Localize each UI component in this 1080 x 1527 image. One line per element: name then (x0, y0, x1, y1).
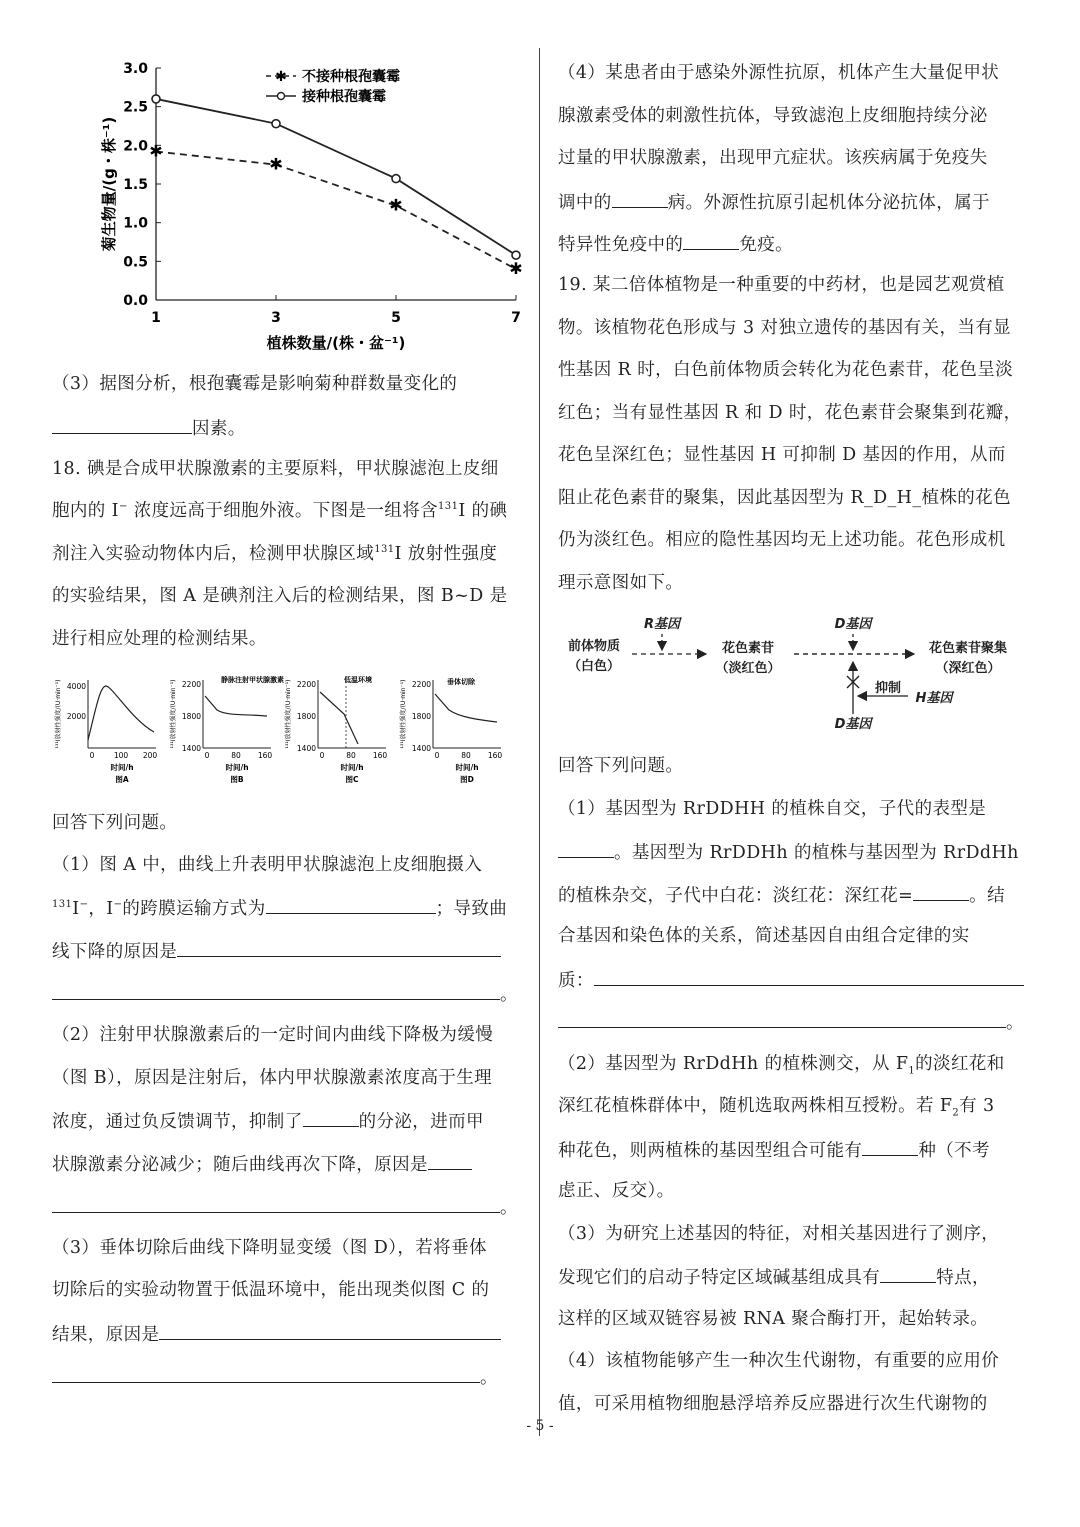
q18-3-line2: 切除后的实验动物置于低温环境中，能出现类似图 C 的 (52, 1280, 490, 1300)
legend-label: 接种根孢囊霉 (302, 89, 386, 105)
y-axis-label: ¹³¹I放射性强度/(U·min⁻¹) (400, 679, 407, 749)
aggregate-color-label: （深红色） (935, 661, 1001, 676)
data-point (152, 95, 160, 103)
x-tick-label: 100 (113, 751, 129, 760)
y-tick-label: 3.0 (123, 61, 148, 77)
q19-1-line2: 。基因型为 RrDDHh 的植株与基因型为 RrDdHh (558, 839, 1019, 865)
series-line-2 (156, 99, 516, 255)
q19-3-line2: 发现它们的启动子特定区域碱基组成具有 特点， (558, 1264, 990, 1290)
y-tick-label: 2000 (66, 712, 86, 721)
series-line-1 (156, 152, 516, 270)
data-point (272, 120, 280, 128)
r-gene-label: R基因 (643, 617, 681, 632)
y-tick-label: 0.5 (123, 254, 148, 271)
chart-title: 图A (115, 775, 129, 784)
y-tick-label: 1400 (181, 744, 201, 753)
y-tick-label: 1800 (296, 712, 316, 721)
y-axis-label: ¹³¹I放射性强度/(U·min⁻¹) (55, 679, 62, 749)
x-axis-label: 时间/h (225, 763, 249, 772)
small-chart-3 (284, 675, 387, 784)
q19-3-line1: （3）为研究上述基因的特征，对相关基因进行了测序， (558, 1224, 1000, 1244)
y-axis-label: ¹³¹I放射性强度/(U·min⁻¹) (285, 679, 292, 749)
q18-2-line5: 。 (52, 1194, 518, 1220)
chart-annotation: 垂体切除 (447, 678, 475, 686)
q19-1-line3: 的植株杂交，子代中白花：淡红花：深红花= 。结 (558, 882, 1005, 908)
answer-blank[interactable] (558, 839, 614, 858)
y-tick-label: 2200 (296, 680, 316, 689)
q17-3-line2: 因素。 (52, 415, 246, 441)
small-chart-1 (54, 680, 157, 784)
h-gene-label: H基因 (915, 691, 953, 706)
q19-stem-line5: 花色呈深红色；显性基因 H 可抑制 D 基因的作用，从而 (558, 445, 1006, 465)
answer-blank[interactable] (862, 1137, 918, 1156)
radioactivity-curve (320, 692, 358, 744)
small-chart-2 (169, 675, 284, 784)
q18-3-line3: 结果，原因是 (52, 1321, 501, 1347)
x-tick-label: 5 (391, 310, 401, 326)
answer-blank[interactable] (177, 938, 501, 957)
column-divider (539, 48, 540, 1436)
x-tick-label: 7 (511, 310, 521, 326)
answer-blank[interactable] (52, 1364, 480, 1383)
q18-1-line4: 。 (52, 981, 518, 1007)
q19-2-line2: 深红花植株群体中，随机选取两株相互授粉。若 $F_2$有 3 (558, 1096, 995, 1119)
data-point (392, 175, 400, 183)
q18-3-line4: 。 (52, 1364, 498, 1390)
y-tick-label: 1800 (181, 712, 201, 721)
x-tick-label: 3 (271, 310, 281, 326)
y-tick-label: 2.5 (123, 99, 148, 116)
answer-blank[interactable] (52, 981, 500, 1000)
x-axis-label: 时间/h (455, 763, 479, 772)
chart-annotation: 低温环境 (344, 676, 372, 684)
q18-stem-line5: 进行相应处理的检测结果。 (52, 629, 267, 649)
aggregate-label: 花色素苷聚集 (928, 641, 1008, 656)
x-tick-label: 160 (487, 751, 503, 760)
data-point: ✱ (509, 259, 523, 279)
q19-stem-line3: 性基因 R 时，白色前体物质会转化为花色素苷，花色呈淡 (558, 360, 1014, 380)
d-gene-top-label: D基因 (834, 617, 872, 632)
data-point: ✱ (269, 154, 283, 174)
x-tick-label: 0 (204, 751, 210, 760)
y-tick-label: 2200 (411, 680, 431, 689)
x-tick-label: 0 (89, 751, 95, 760)
answer-blank[interactable] (913, 882, 969, 901)
x-tick-label: 80 (346, 751, 356, 760)
answer-blank[interactable] (683, 231, 739, 250)
flower-color-mechanism-diagram (558, 610, 1030, 740)
q19-stem-line7: 仍为淡红色。相应的隐性基因均无上述功能。花色形成机 (558, 530, 1006, 550)
inhibit-label: 抑制 (874, 681, 902, 696)
q19-stem-line2: 物。该植物花色形成与 3 对独立遗传的基因有关，当有显 (558, 318, 1012, 338)
d-gene-bottom-label: D基因 (834, 717, 872, 732)
legend-marker (278, 93, 285, 100)
chart-title: 图C (345, 775, 359, 784)
data-point: ✱ (389, 195, 403, 215)
radioactivity-curve (205, 696, 267, 716)
q19-3-line3: 这样的区域双链容易被 RNA 聚合酶打开，起始转录。 (558, 1309, 989, 1329)
radioactivity-curve (88, 686, 154, 740)
answer-prompt: 回答下列问题。 (52, 813, 178, 833)
x-tick-label: 0 (319, 751, 325, 760)
page-number: - 5 - (526, 1418, 554, 1434)
q18-2-line1: （2）注射甲状腺激素后的一定时间内曲线下降极为缓慢 (52, 1025, 494, 1045)
answer-blank[interactable] (303, 1108, 359, 1127)
data-point: ✱ (149, 141, 163, 161)
y-tick-label: 0.0 (123, 293, 148, 309)
q18-3-line1: （3）垂体切除后曲线下降明显变缓（图 D），若将垂体 (52, 1238, 487, 1258)
answer-blank[interactable] (52, 1194, 500, 1213)
q18-4-line2: 腺激素受体的刺激性抗体，导致滤泡上皮细胞持续分泌 (558, 106, 988, 126)
x-tick-label: 160 (372, 751, 388, 760)
answer-blank[interactable] (428, 1151, 472, 1170)
y-tick-label: 2200 (181, 680, 201, 689)
q18-4-line5: 特异性免疫中的 免疫。 (558, 231, 793, 257)
q18-4-line1: （4）某患者由于感染外源性抗原，机体产生大量促甲状 (558, 63, 1000, 83)
answer-prompt: 回答下列问题。 (558, 756, 684, 776)
answer-blank[interactable] (558, 1009, 1006, 1028)
q18-stem-line2: 胞内的 I− 浓度远高于细胞外液。下图是一组将含$^{131}$I 的碘 (52, 501, 508, 521)
legend-marker: ✱ (275, 69, 287, 85)
x-tick-label: 0 (434, 751, 440, 760)
q18-4-line4: 调中的 病。外源性抗原引起机体分泌抗体，属于 (558, 189, 990, 215)
q19-stem-line4: 红色；当有显性基因 R 和 D 时，花色素苷会聚集到花瓣， (558, 403, 1022, 423)
q19-2-line3: 种花色，则两植株的基因型组合可能有 种（不考 (558, 1137, 990, 1163)
chart-title: 图B (230, 775, 244, 784)
q19-1-line5: 质： (558, 967, 1024, 993)
chart-annotation: 静脉注射甲状腺激素 (221, 676, 284, 684)
precursor-color-label: （白色） (567, 659, 621, 674)
y-tick-label: 1800 (411, 712, 431, 721)
chart-title: 图D (460, 775, 474, 784)
y-axis-label: ¹³¹I放射性强度/(U·min⁻¹) (170, 679, 177, 749)
biomass-line-chart (96, 56, 536, 356)
q19-stem-line8: 理示意图如下。 (558, 573, 684, 593)
q18-1-line3: 线下降的原因是 (52, 938, 501, 964)
data-point (512, 251, 520, 259)
glycoside-color-label: （淡红色） (715, 661, 781, 676)
q18-4-line3: 过量的甲状腺激素，出现甲亢症状。该疾病属于免疫失 (558, 148, 988, 168)
y-tick-label: 1.0 (123, 215, 148, 232)
q18-2-line4: 状腺激素分泌减少；随后曲线再次下降，原因是 (52, 1151, 472, 1177)
answer-blank[interactable] (612, 189, 668, 208)
legend-label: 不接种根孢囊霉 (302, 69, 400, 85)
answer-blank[interactable] (880, 1264, 936, 1283)
q18-stem-line4: 的实验结果，图 A 是碘剂注入后的检测结果，图 B~D 是 (52, 586, 508, 606)
q17-3-line1: （3）据图分析，根孢囊霉是影响菊种群数量变化的 (52, 374, 458, 394)
y-tick-label: 1400 (411, 744, 431, 753)
x-tick-label: 200 (142, 751, 158, 760)
y-tick-label: 2.0 (123, 138, 148, 155)
iodine-radioactivity-charts (52, 672, 512, 792)
q18-stem-line3: 剂注入实验动物体内后，检测甲状腺区域$^{131}$I 放射性强度 (52, 544, 498, 564)
y-tick-label: 1.5 (123, 177, 148, 193)
q19-4-line1: （4）该植物能够产生一种次生代谢物，有重要的应用价 (558, 1351, 1000, 1371)
q19-stem-line1: 19. 某二倍体植物是一种重要的中药材，也是园艺观赏植 (558, 275, 1005, 295)
answer-blank[interactable] (159, 1321, 501, 1340)
x-axis-label: 时间/h (340, 763, 364, 772)
x-axis-label: 时间/h (110, 763, 134, 772)
small-chart-4 (399, 677, 502, 784)
answer-blank[interactable] (52, 415, 192, 434)
x-axis-label: 植株数量/(株・盆⁻¹) (266, 334, 406, 352)
q19-1-line4: 合基因和染色体的关系，简述基因自由组合定律的实 (558, 926, 970, 946)
q18-2-line2: （图 B），原因是注射后，体内甲状腺激素浓度高于生理 (52, 1068, 493, 1088)
q19-2-line4: 虑正、反交）。 (558, 1181, 675, 1201)
glycoside-label: 花色素苷 (721, 641, 775, 656)
y-tick-label: 4000 (66, 682, 86, 691)
q18-1-line2: $^{131}$I−，I−的跨膜运输方式为 ；导致曲 (52, 895, 507, 921)
q18-1-line1: （1）图 A 中，曲线上升表明甲状腺滤泡上皮细胞摄入 (52, 855, 483, 875)
q19-4-line2: 值，可采用植物细胞悬浮培养反应器进行次生代谢物的 (558, 1394, 988, 1414)
q18-2-line3: 浓度，通过负反馈调节，抑制了 的分泌，进而甲 (52, 1108, 484, 1134)
x-tick-label: 80 (461, 751, 471, 760)
q19-1-line1: （1）基因型为 RrDDHH 的植株自交，子代的表型是 (558, 799, 987, 819)
answer-blank[interactable] (594, 967, 1024, 986)
x-tick-label: 1 (151, 310, 161, 326)
q18-stem-line1: 18. 碘是合成甲状腺激素的主要原料，甲状腺滤泡上皮细 (52, 459, 499, 479)
answer-blank[interactable] (266, 895, 436, 914)
y-tick-label: 1400 (296, 744, 316, 753)
x-tick-label: 160 (257, 751, 273, 760)
q19-stem-line6: 阻止花色素苷的聚集，因此基因型为 R_D_H_植株的花色 (558, 488, 1011, 508)
x-tick-label: 80 (231, 751, 241, 760)
radioactivity-curve (435, 694, 497, 722)
y-axis-label: 菊生物量/(g・株⁻¹) (100, 116, 118, 252)
q19-2-line1: （2）基因型为 RrDdHh 的植株测交，从 $F_1$的淡红花和 (558, 1054, 1005, 1077)
q19-1-line6: 。 (558, 1009, 1024, 1035)
precursor-label: 前体物质 (567, 639, 621, 654)
